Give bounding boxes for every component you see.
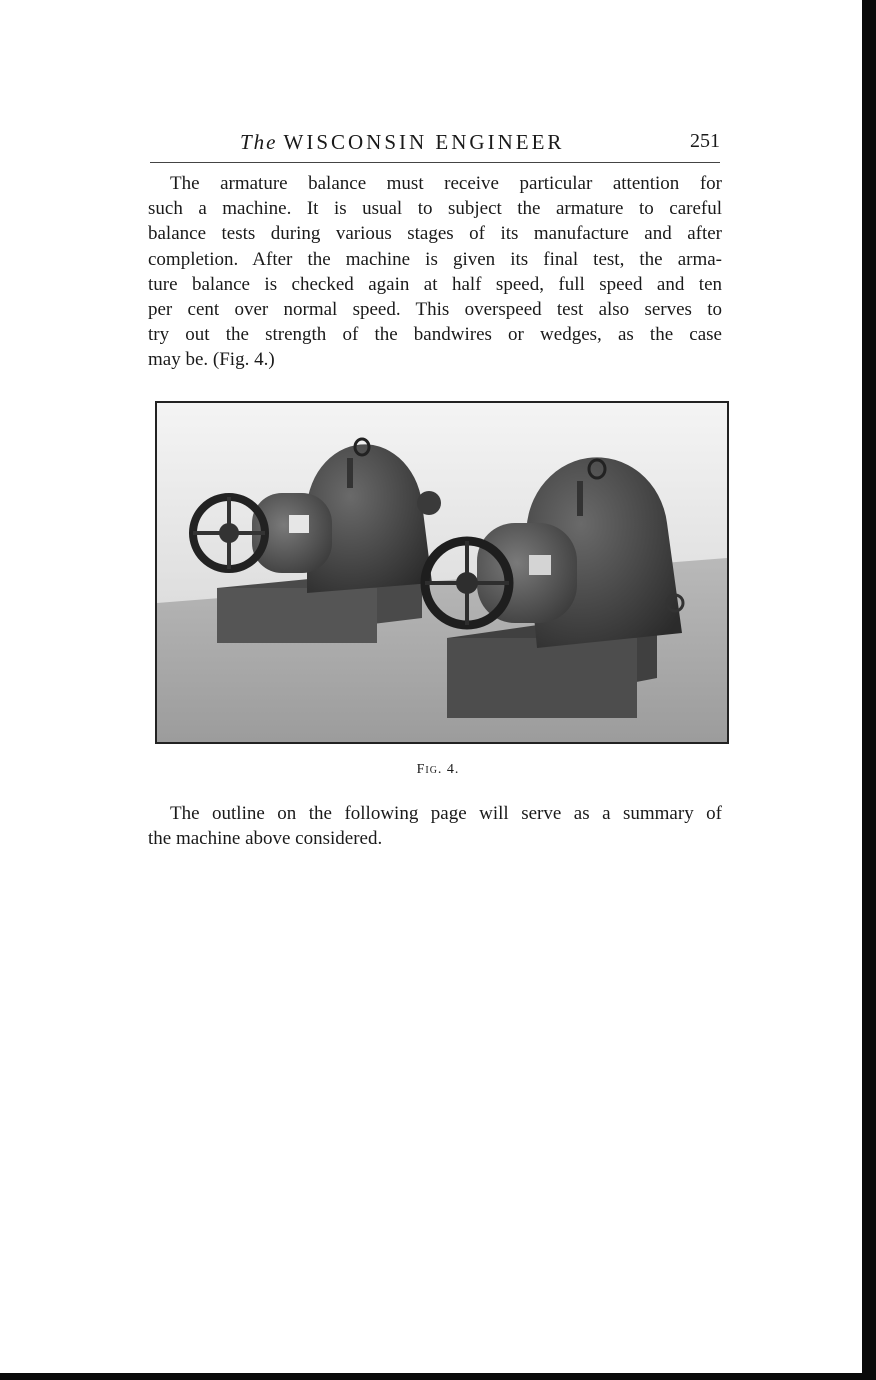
journal-title-name: WISCONSIN ENGINEER <box>283 130 565 154</box>
body-paragraph-armature-balance <box>148 171 722 373</box>
scan-edge-bottom <box>0 1373 876 1380</box>
body-paragraph-outline-summary <box>148 801 722 851</box>
journal-title <box>240 130 564 155</box>
figure-photograph-motor-generators <box>155 401 729 744</box>
text-line: the machine above considered. <box>148 828 383 850</box>
running-header <box>148 130 720 160</box>
text-line: per cent over normal speed. This overspeed test also serves to <box>148 299 722 321</box>
journal-title-the: The <box>240 130 278 154</box>
text-line: The outline on the following page will serve as a summary of <box>170 803 722 824</box>
figure-caption: Fig. 4. <box>416 762 460 777</box>
text-line: balance tests during various stages of its manufacture and after <box>148 223 722 245</box>
text-line: may be. (Fig. 4.) <box>148 349 275 371</box>
scan-edge-right <box>862 0 876 1380</box>
text-line: ture balance is checked again at half speed, full speed and ten <box>148 273 722 295</box>
motor-generator-photo <box>157 403 727 742</box>
text-line: such a machine. It is usual to subject the armature to careful <box>148 198 722 220</box>
page-number: 251 <box>690 130 720 152</box>
header-rule <box>150 162 720 163</box>
text-line: completion. After the machine is given its final test, the arma- <box>148 248 722 270</box>
text-line: try out the strength of the bandwires or wedges, as the case <box>148 324 722 346</box>
text-line: The armature balance must receive particular attention for <box>170 173 722 194</box>
